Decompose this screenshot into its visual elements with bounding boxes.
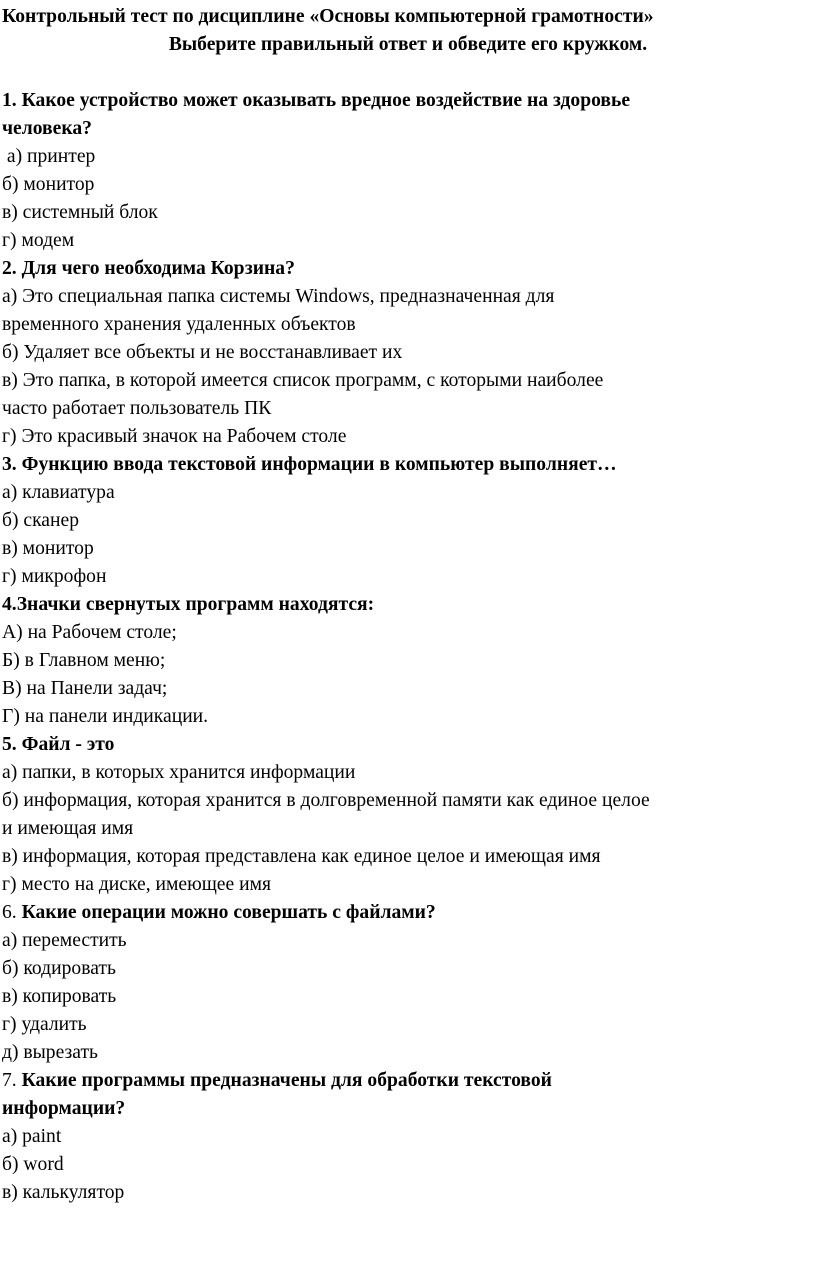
option-text: Г) на панели индикации.	[2, 706, 209, 727]
question-number: 2.	[2, 258, 17, 279]
question-text: Значки свернутых программ находятся:	[16, 594, 375, 615]
option-text: б) сканер	[2, 510, 79, 531]
question-text: Какое устройство может оказывать вредное воздействие на здоровье	[21, 90, 631, 111]
option-text: временного хранения удаленных объектов	[2, 314, 356, 335]
question-5	[2, 731, 814, 899]
question-3	[2, 451, 814, 591]
question-7-text-line-2: информации?	[2, 1098, 126, 1119]
question-7-text-line-1	[2, 1067, 814, 1095]
question-text: Функцию ввода текстовой информации в компьютер выполняет…	[21, 454, 617, 475]
question-text: Файл - это	[21, 734, 115, 755]
option-text: б) монитор	[2, 174, 95, 195]
question-number: 7.	[2, 1070, 17, 1091]
option-text: б) кодировать	[2, 958, 116, 979]
question-7	[2, 1067, 814, 1207]
question-6-text	[2, 899, 814, 927]
option-text: б) информация, которая хранится в долговременной памяти как единое целое	[2, 790, 650, 811]
option-text: в) копировать	[2, 986, 117, 1007]
option-text: а) paint	[2, 1126, 62, 1147]
question-6	[2, 899, 814, 1067]
option-text: г) Это красивый значок на Рабочем столе	[2, 426, 347, 447]
option-text: Б) в Главном меню;	[2, 650, 166, 671]
option-text: г) модем	[2, 230, 75, 251]
option-text: в) калькулятор	[2, 1182, 125, 1203]
option-text: а) принтер	[2, 146, 96, 167]
instruction-text: Выберите правильный ответ и обведите его кружком.	[168, 34, 648, 55]
question-number: 4.	[2, 594, 17, 615]
option-text: в) системный блок	[2, 202, 158, 223]
document-page	[2, 0, 814, 1207]
question-4	[2, 591, 814, 731]
option-text: г) место на диске, имеющее имя	[2, 874, 271, 895]
option-text: а) переместить	[2, 930, 127, 951]
question-text: Какие программы предназначены для обработки текстовой	[21, 1070, 552, 1091]
question-number: 5.	[2, 734, 17, 755]
option-text: часто работает пользователь ПК	[2, 398, 272, 419]
question-text: Какие операции можно совершать с файлами?	[21, 902, 436, 923]
question-3-text	[2, 451, 814, 479]
question-number: 1.	[2, 90, 17, 111]
spacer	[2, 59, 814, 87]
question-2	[2, 255, 814, 451]
option-text: в) монитор	[2, 538, 94, 559]
option-text: г) удалить	[2, 1014, 87, 1035]
option-text: д) вырезать	[2, 1042, 98, 1063]
question-1-text-line-1	[2, 87, 814, 115]
question-text: Для чего необходима Корзина?	[21, 258, 295, 279]
option-text: б) Удаляет все объекты и не восстанавливает их	[2, 342, 403, 363]
option-text: а) клавиатура	[2, 482, 115, 503]
option-text: г) микрофон	[2, 566, 107, 587]
question-2-text	[2, 255, 814, 283]
document-title: Контрольный тест по дисциплине «Основы компьютерной грамотности»	[2, 6, 654, 27]
option-text: и имеющая имя	[2, 818, 134, 839]
question-number: 6.	[2, 902, 17, 923]
question-1-text-line-2: человека?	[2, 118, 92, 139]
option-text: а) Это специальная папка системы Windows, предназначенная для	[2, 286, 555, 307]
question-4-text	[2, 591, 814, 619]
option-text: в) Это папка, в которой имеется список программ, с которыми наиболее	[2, 370, 604, 391]
question-5-text	[2, 731, 814, 759]
question-1	[2, 87, 814, 255]
option-text: А) на Рабочем столе;	[2, 622, 177, 643]
question-number: 3.	[2, 454, 17, 475]
option-text: В) на Панели задач;	[2, 678, 168, 699]
option-text: в) информация, которая представлена как единое целое и имеющая имя	[2, 846, 601, 867]
option-text: а) папки, в которых хранится информации	[2, 762, 356, 783]
option-text: б) word	[2, 1154, 64, 1175]
